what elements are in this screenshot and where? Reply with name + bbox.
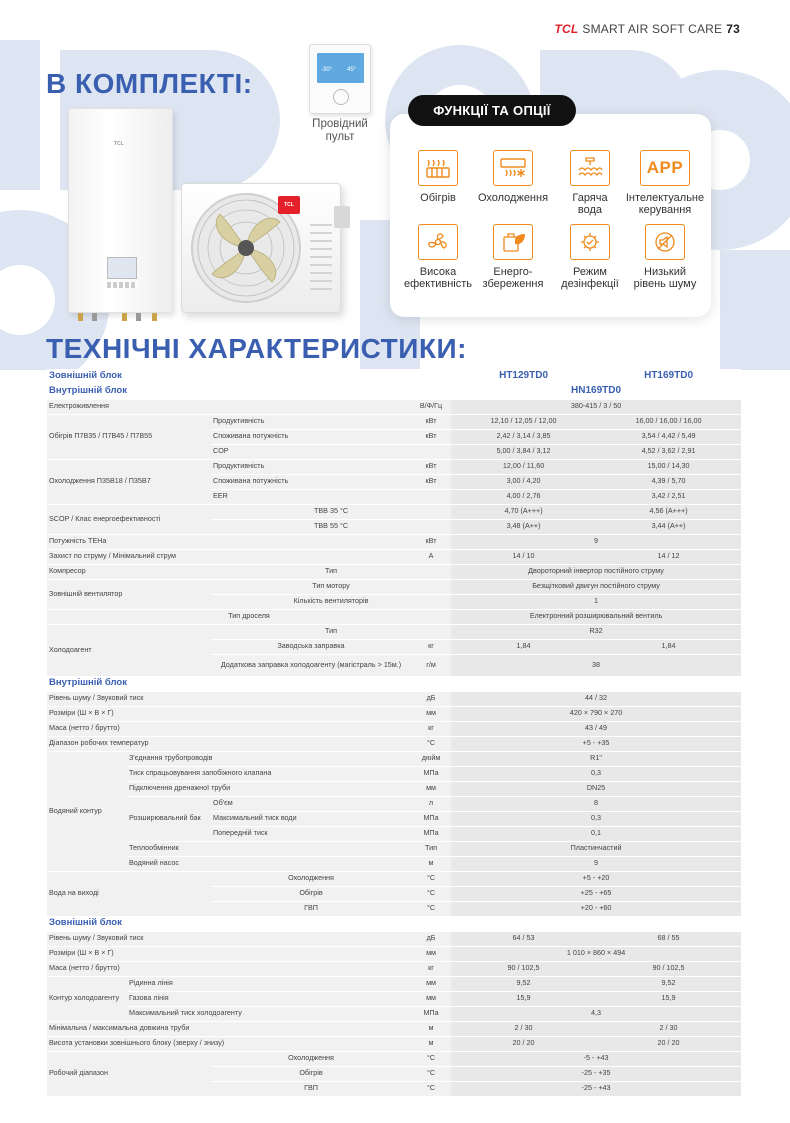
table-row: Електроживлення В/Ф/Гц 380-415 / 3 / 50 (47, 399, 741, 414)
low-noise-icon (645, 224, 685, 260)
table-row: Газова лінія мм 15,9 15,9 (47, 991, 741, 1006)
functions-title: ФУНКЦІЇ ТА ОПЦІЇ (408, 95, 576, 126)
function-label: Енерго- збереження (482, 266, 544, 290)
table-row: Максимальний тиск води МПа 0,3 (47, 811, 741, 826)
table-row: COP 5,00 / 3,84 / 3,12 4,52 / 3,62 / 2,91 (47, 444, 741, 459)
app-icon (640, 150, 690, 186)
heating-icon (418, 150, 458, 186)
remote-screen (317, 53, 364, 83)
remote-dial (333, 89, 349, 105)
table-row: Висота установки зовнішнього блоку (зверху / знизу) м 20 / 20 20 / 20 (47, 1036, 741, 1051)
indoor-unit-screen (107, 257, 137, 279)
app-icon-text: APP (646, 158, 684, 177)
table-row: Потужність ТЕНа кВт 9 (47, 534, 741, 549)
high-efficiency-icon (418, 224, 458, 260)
outdoor-unit-vents (310, 224, 332, 294)
function-high-efficiency (398, 224, 478, 290)
page-header (554, 22, 740, 36)
indoor-unit-image (68, 108, 173, 313)
table-row: Охолодження П35В18 / П35В7 Продуктивність кВт 12,00 / 11,60 15,00 / 14,30 (47, 459, 741, 474)
table-row: Рівень шуму / Звуковий тиск дБ 44 / 32 (47, 691, 741, 706)
section-header-indoor: Внутрішній блок HN169TD0 (47, 384, 741, 399)
remote-screen-value-2: 45° (347, 67, 357, 73)
page-number: 73 (726, 22, 740, 36)
table-row: Рівень шуму / Звуковий тиск дБ 64 / 53 68 / 55 (47, 931, 741, 946)
model-outdoor-1: HT129TD0 (451, 369, 596, 384)
function-energy-saving (473, 224, 553, 290)
kit-title: В КОМПЛЕКТІ: (46, 68, 253, 99)
specs-table (47, 369, 741, 1097)
function-label: Інтелектуальне керування (625, 192, 705, 216)
outdoor-unit-logo: TCL (278, 196, 300, 214)
table-row: ГВП °C -25 - +43 (47, 1081, 741, 1096)
indoor-unit-buttons (107, 282, 137, 288)
table-row: Мінімальна / максимальна довжина труби м 2 / 30 2 / 30 (47, 1021, 741, 1036)
function-label: Висока ефективність (403, 266, 473, 290)
table-row: Підключення дренажної труби мм DN25 (47, 781, 741, 796)
remote-label: Провідний пульт (312, 118, 368, 143)
table-row: Маса (нетто / брутто) кг 90 / 102,5 90 / 102,5 (47, 961, 741, 976)
section-header-indoor-specs: Внутрішній блок (47, 676, 741, 691)
function-label: Охолодження (477, 192, 549, 204)
outdoor-unit-valve (334, 206, 350, 228)
function-label: Режим дезінфекції (561, 266, 619, 290)
function-disinfection (550, 224, 630, 290)
table-row: Максимальний тиск холодоагенту МПа 4,3 (47, 1006, 741, 1021)
table-row: Тип дроселя Електронний розширювальний вентиль (47, 609, 741, 624)
table-row: Розширювальний бак Об'єм л 8 (47, 796, 741, 811)
indoor-unit-logo: TCL (114, 141, 124, 147)
indoor-unit-pipes (70, 313, 170, 321)
wired-remote-image (309, 44, 371, 114)
table-row: Теплообмінник Тип Пластинчастий (47, 841, 741, 856)
table-row: ТВВ 55 °C 3,48 (A++) 3,44 (A++) (47, 519, 741, 534)
function-label: Обігрів (420, 192, 456, 204)
function-heating (398, 150, 478, 204)
table-row: Обігрів П7В35 / П7В45 / П7В55 Продуктивність кВт 12,10 / 12,05 / 12,00 16,00 / 16,00 / 16,00 (47, 414, 741, 429)
table-row: Обігрів °C +25 - +65 (47, 886, 741, 901)
table-row: EER 4,00 / 2,76 3,42 / 2,51 (47, 489, 741, 504)
table-row: Компресор Тип Двороторний інвертор постійного струму (47, 564, 741, 579)
table-row: Розміри (Ш × В × Г) мм 420 × 790 × 270 (47, 706, 741, 721)
table-row: Маса (нетто / брутто) кг 43 / 49 (47, 721, 741, 736)
table-row: Обігрів °C -25 - +35 (47, 1066, 741, 1081)
table-row: Контур холодоагенту Рідинна лінія мм 9,52 9,52 (47, 976, 741, 991)
function-label: Гаряча вода (572, 192, 608, 216)
table-row: Розміри (Ш × В × Г) мм 1 010 × 860 × 494 (47, 946, 741, 961)
table-row: Зовнішній вентилятор Тип мотору Безщітковий двигун постійного струму (47, 579, 741, 594)
table-row: Вода на виході Охолодження °C +5 - +20 (47, 871, 741, 886)
section-header-outdoor-specs: Зовнішній блок (47, 916, 741, 931)
tech-specs-title: ТЕХНІЧНІ ХАРАКТЕРИСТИКИ: (46, 333, 467, 364)
table-row: Холодоагент Тип R32 (47, 624, 741, 639)
remote-screen-value-1: -30° (321, 67, 333, 73)
table-row: Водяний контур З'єднання трубопроводів дюйм R1" (47, 751, 741, 766)
hot-water-icon (570, 150, 610, 186)
model-outdoor-2: HT169TD0 (596, 369, 741, 384)
brand-logo: TCL (554, 22, 579, 36)
energy-saving-icon (493, 224, 533, 260)
function-label: Низький рівень шуму (633, 266, 697, 290)
table-row: Заводська заправка кг 1,84 1,84 (47, 639, 741, 654)
table-row: Водяний насос м 9 (47, 856, 741, 871)
table-row: Кількість вентиляторів 1 (47, 594, 741, 609)
model-indoor: HN169TD0 (451, 384, 741, 399)
function-cooling (473, 150, 553, 204)
table-row: Попередній тиск МПа 0,1 (47, 826, 741, 841)
outdoor-unit-image (181, 183, 341, 313)
function-smart-control (625, 150, 705, 216)
table-row: Діапазон робочих температур °C +5 - +35 (47, 736, 741, 751)
cooling-icon (493, 150, 533, 186)
section-header-outdoor: Зовнішній блок HT129TD0 HT169TD0 (47, 369, 741, 384)
table-row: Споживана потужність кВт 3,00 / 4,20 4,39 / 5,70 (47, 474, 741, 489)
table-row: Споживана потужність кВт 2,42 / 3,14 / 3,85 3,54 / 4,42 / 5,49 (47, 429, 741, 444)
function-low-noise (625, 224, 705, 290)
brand-tagline: SMART AIR SOFT CARE (582, 22, 723, 36)
table-row: ГВП °C +20 - +60 (47, 901, 741, 916)
table-row: Робочий діапазон Охолодження °C -5 - +43 (47, 1051, 741, 1066)
table-row: Додаткова заправка холодоагенту (магістраль > 15м.) г/м 38 (47, 654, 741, 676)
table-row: Тиск спрацьовування запобіжного клапана МПа 0,3 (47, 766, 741, 781)
table-row: Захист по струму / Мінімальний струм А 14 / 10 14 / 12 (47, 549, 741, 564)
disinfection-icon (570, 224, 610, 260)
functions-card (390, 114, 711, 317)
table-row: SCOP / Клас енергоефективності ТВВ 35 °C 4,70 (A+++) 4,56 (A+++) (47, 504, 741, 519)
function-hot-water (550, 150, 630, 216)
